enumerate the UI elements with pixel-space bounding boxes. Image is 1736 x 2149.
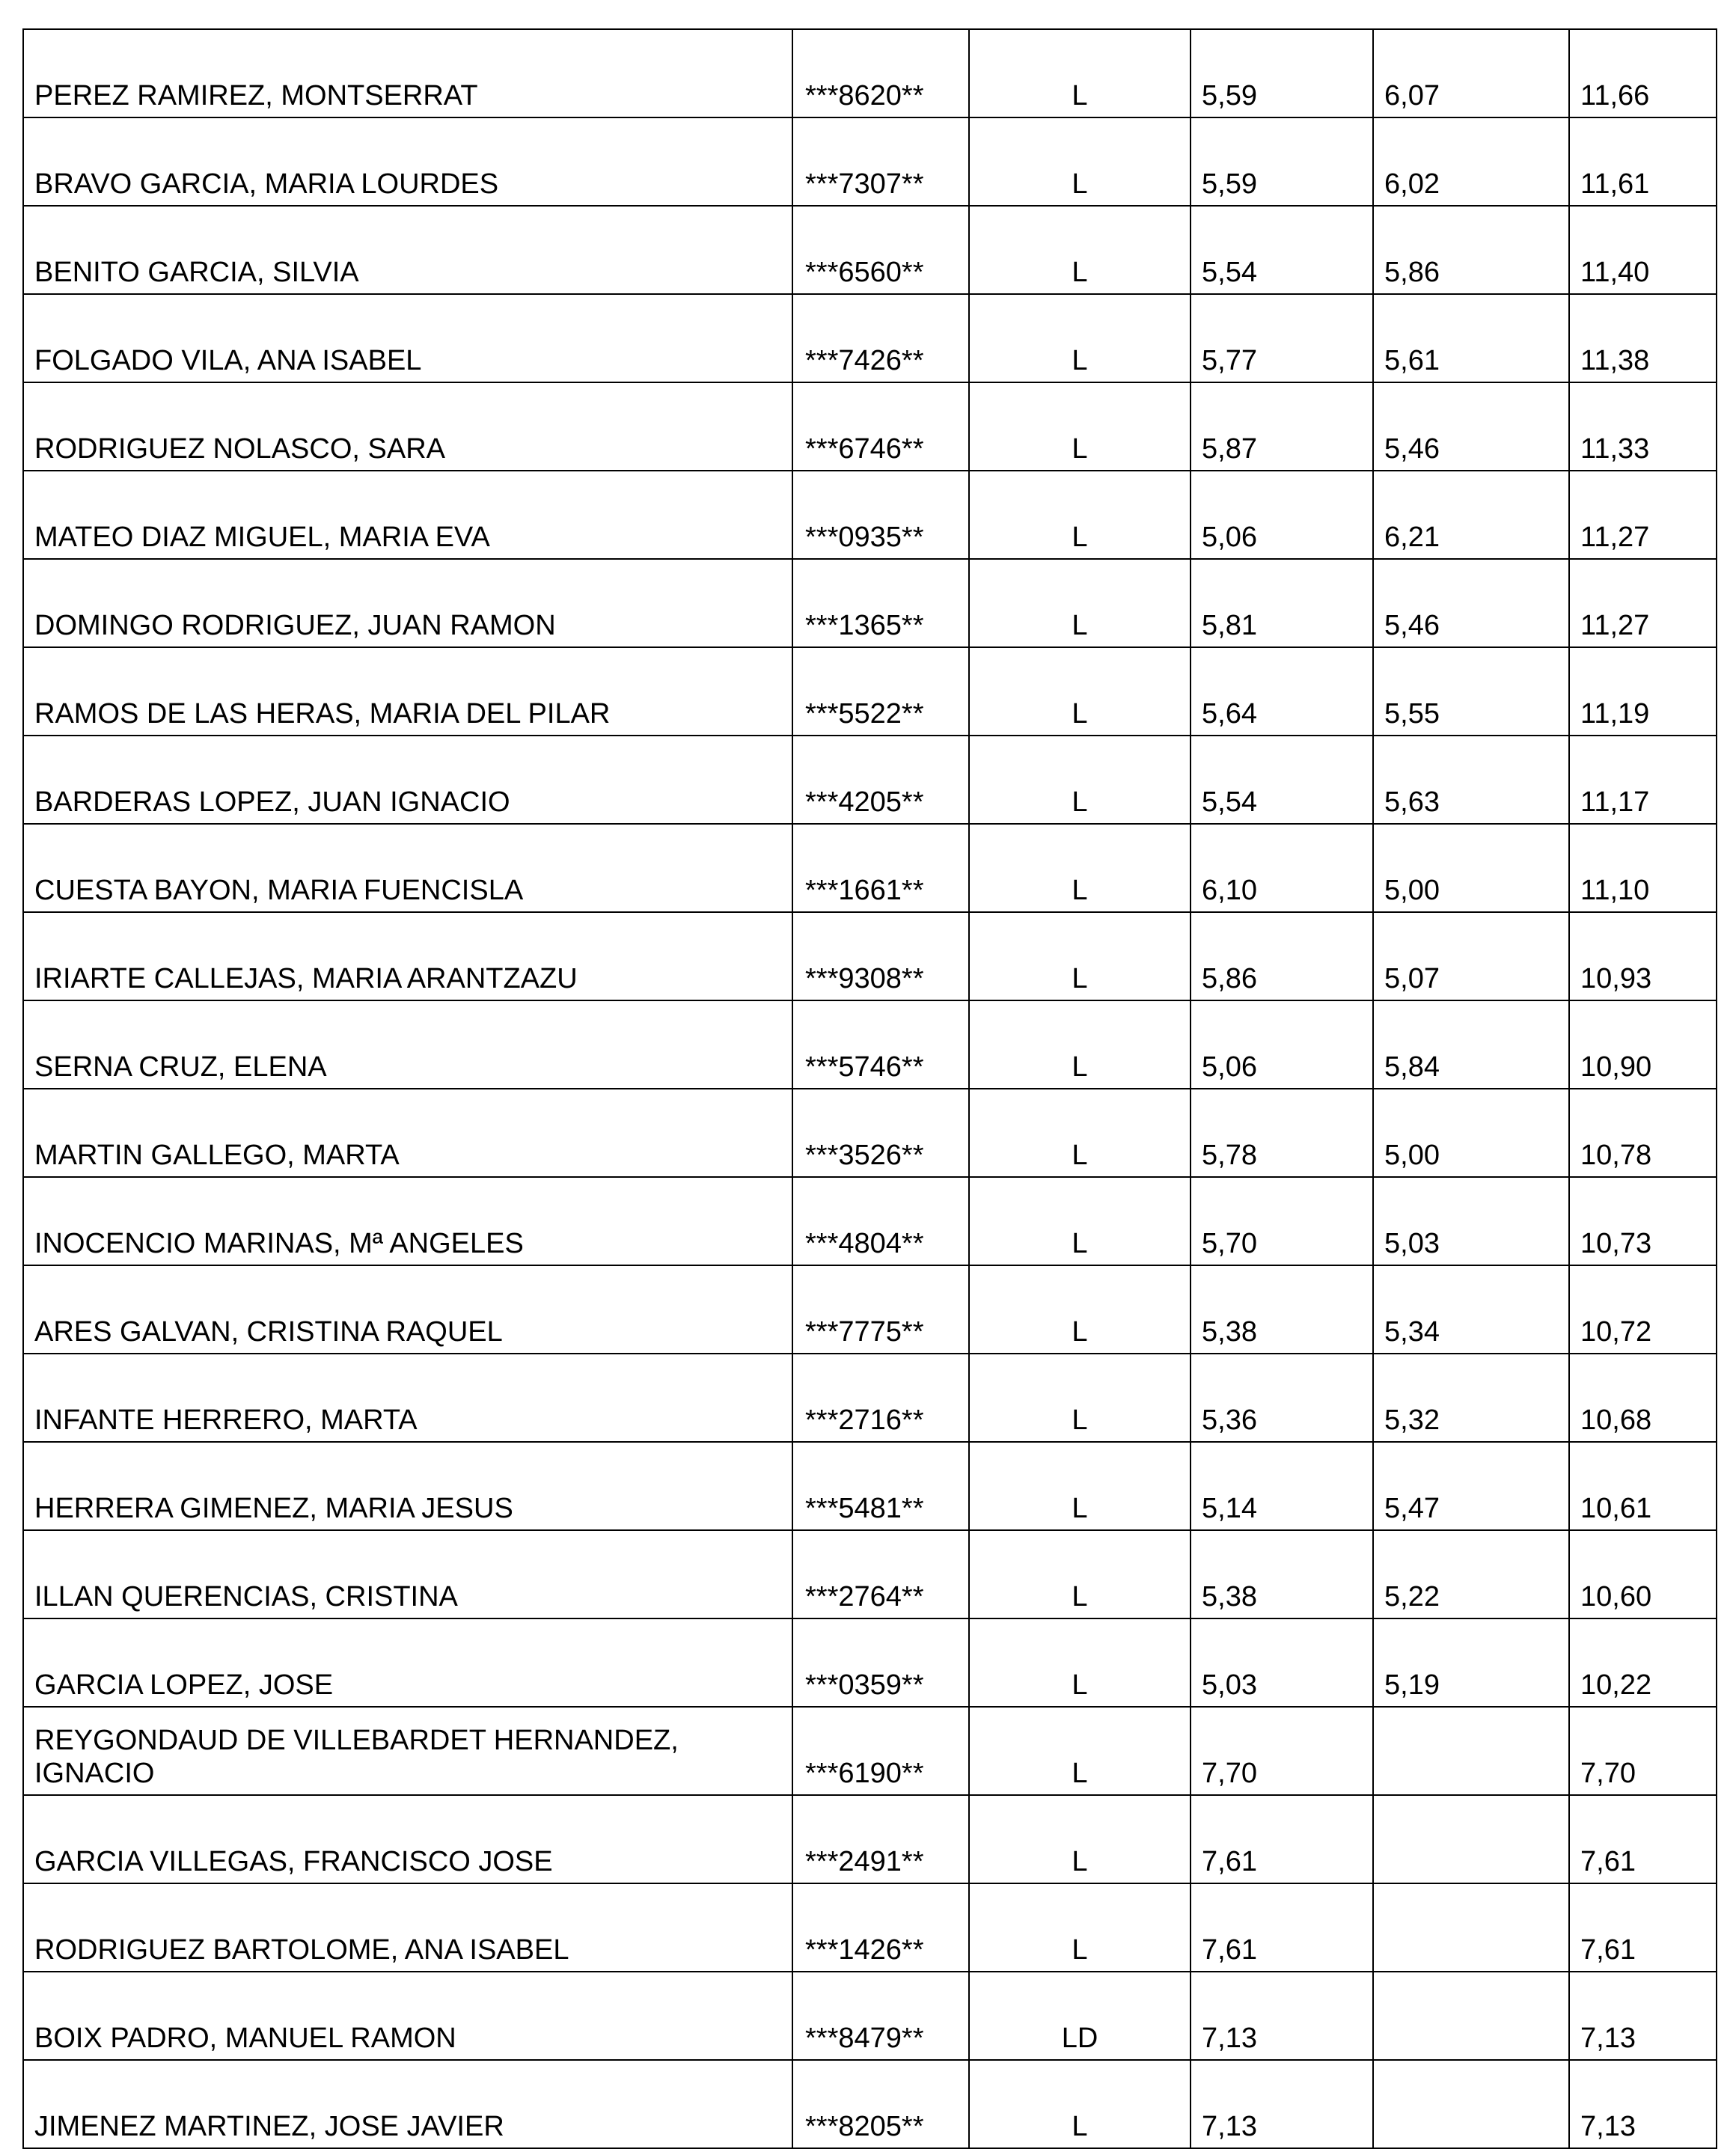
score-first: 7,61 bbox=[1191, 1883, 1373, 1972]
candidate-id: ***2764** bbox=[792, 1530, 969, 1618]
score-first: 7,61 bbox=[1191, 1795, 1373, 1883]
access-type: L bbox=[969, 1707, 1191, 1795]
access-type: L bbox=[969, 1265, 1191, 1354]
candidate-id: ***8205** bbox=[792, 2060, 969, 2148]
access-type: L bbox=[969, 559, 1191, 647]
candidate-id: ***6190** bbox=[792, 1707, 969, 1795]
score-first: 5,38 bbox=[1191, 1265, 1373, 1354]
table-row bbox=[23, 29, 1717, 117]
score-total: 7,61 bbox=[1569, 1883, 1717, 1972]
score-total: 7,13 bbox=[1569, 2060, 1717, 2148]
candidate-id: ***1661** bbox=[792, 824, 969, 912]
score-second: 5,84 bbox=[1373, 1000, 1569, 1089]
access-type: L bbox=[969, 1618, 1191, 1707]
candidate-id: ***1426** bbox=[792, 1883, 969, 1972]
table-row bbox=[23, 912, 1717, 1000]
candidate-id: ***1365** bbox=[792, 559, 969, 647]
candidate-id: ***9308** bbox=[792, 912, 969, 1000]
score-first: 5,59 bbox=[1191, 117, 1373, 206]
score-first: 7,70 bbox=[1191, 1707, 1373, 1795]
score-second: 6,02 bbox=[1373, 117, 1569, 206]
candidate-name: SERNA CRUZ, ELENA bbox=[23, 1000, 792, 1089]
candidate-id: ***0359** bbox=[792, 1618, 969, 1707]
score-total: 10,78 bbox=[1569, 1089, 1717, 1177]
score-total: 11,19 bbox=[1569, 647, 1717, 736]
table-row bbox=[23, 471, 1717, 559]
table-row bbox=[23, 1089, 1717, 1177]
score-first: 5,36 bbox=[1191, 1354, 1373, 1442]
score-second: 5,63 bbox=[1373, 736, 1569, 824]
candidate-id: ***7775** bbox=[792, 1265, 969, 1354]
score-second: 5,00 bbox=[1373, 1089, 1569, 1177]
candidate-id: ***5746** bbox=[792, 1000, 969, 1089]
score-total: 10,61 bbox=[1569, 1442, 1717, 1530]
access-type: L bbox=[969, 1442, 1191, 1530]
candidate-id: ***7426** bbox=[792, 294, 969, 382]
score-first: 5,14 bbox=[1191, 1442, 1373, 1530]
candidate-name: BENITO GARCIA, SILVIA bbox=[23, 206, 792, 294]
access-type: L bbox=[969, 471, 1191, 559]
candidate-name: FOLGADO VILA, ANA ISABEL bbox=[23, 294, 792, 382]
score-first: 5,86 bbox=[1191, 912, 1373, 1000]
score-total: 10,22 bbox=[1569, 1618, 1717, 1707]
candidate-id: ***6560** bbox=[792, 206, 969, 294]
score-second: 5,55 bbox=[1373, 647, 1569, 736]
access-type: L bbox=[969, 1530, 1191, 1618]
access-type: L bbox=[969, 824, 1191, 912]
table-row bbox=[23, 1530, 1717, 1618]
score-second: 5,22 bbox=[1373, 1530, 1569, 1618]
access-type: L bbox=[969, 736, 1191, 824]
score-total: 10,60 bbox=[1569, 1530, 1717, 1618]
candidate-id: ***4205** bbox=[792, 736, 969, 824]
score-total: 7,70 bbox=[1569, 1707, 1717, 1795]
table-row bbox=[23, 1177, 1717, 1265]
candidate-id: ***8479** bbox=[792, 1972, 969, 2060]
table-row bbox=[23, 1000, 1717, 1089]
access-type: L bbox=[969, 294, 1191, 382]
score-total: 10,72 bbox=[1569, 1265, 1717, 1354]
score-first: 5,87 bbox=[1191, 382, 1373, 471]
score-second: 5,46 bbox=[1373, 382, 1569, 471]
score-second: 5,19 bbox=[1373, 1618, 1569, 1707]
score-second: 5,61 bbox=[1373, 294, 1569, 382]
candidate-id: ***2491** bbox=[792, 1795, 969, 1883]
access-type: L bbox=[969, 1795, 1191, 1883]
table-row bbox=[23, 1442, 1717, 1530]
table-row bbox=[23, 2060, 1717, 2148]
table-row bbox=[23, 1972, 1717, 2060]
candidate-id: ***5522** bbox=[792, 647, 969, 736]
access-type: L bbox=[969, 1177, 1191, 1265]
score-second bbox=[1373, 1707, 1569, 1795]
score-total: 11,33 bbox=[1569, 382, 1717, 471]
candidate-id: ***4804** bbox=[792, 1177, 969, 1265]
access-type: L bbox=[969, 206, 1191, 294]
candidate-name: GARCIA LOPEZ, JOSE bbox=[23, 1618, 792, 1707]
score-total: 11,17 bbox=[1569, 736, 1717, 824]
table-row bbox=[23, 1354, 1717, 1442]
score-total: 10,73 bbox=[1569, 1177, 1717, 1265]
score-total: 11,10 bbox=[1569, 824, 1717, 912]
table-row bbox=[23, 647, 1717, 736]
score-second: 5,47 bbox=[1373, 1442, 1569, 1530]
access-type: L bbox=[969, 1354, 1191, 1442]
candidate-id: ***6746** bbox=[792, 382, 969, 471]
access-type: L bbox=[969, 1883, 1191, 1972]
candidate-name: INFANTE HERRERO, MARTA bbox=[23, 1354, 792, 1442]
candidate-name: ARES GALVAN, CRISTINA RAQUEL bbox=[23, 1265, 792, 1354]
access-type: L bbox=[969, 29, 1191, 117]
candidate-name: HERRERA GIMENEZ, MARIA JESUS bbox=[23, 1442, 792, 1530]
candidate-name: JIMENEZ MARTINEZ, JOSE JAVIER bbox=[23, 2060, 792, 2148]
table-row bbox=[23, 1795, 1717, 1883]
score-second: 5,32 bbox=[1373, 1354, 1569, 1442]
score-first: 6,10 bbox=[1191, 824, 1373, 912]
table-row bbox=[23, 1618, 1717, 1707]
results-table-body bbox=[23, 29, 1717, 2148]
table-row bbox=[23, 1265, 1717, 1354]
score-first: 5,64 bbox=[1191, 647, 1373, 736]
score-total: 11,27 bbox=[1569, 471, 1717, 559]
candidate-name: REYGONDAUD DE VILLEBARDET HERNANDEZ, IGNACIO bbox=[23, 1707, 792, 1795]
access-type: L bbox=[969, 647, 1191, 736]
table-row bbox=[23, 294, 1717, 382]
access-type: L bbox=[969, 1089, 1191, 1177]
candidate-name: RAMOS DE LAS HERAS, MARIA DEL PILAR bbox=[23, 647, 792, 736]
candidate-id: ***0935** bbox=[792, 471, 969, 559]
results-table bbox=[22, 28, 1717, 2149]
score-second: 5,07 bbox=[1373, 912, 1569, 1000]
access-type: L bbox=[969, 912, 1191, 1000]
candidate-id: ***2716** bbox=[792, 1354, 969, 1442]
candidate-name: MATEO DIAZ MIGUEL, MARIA EVA bbox=[23, 471, 792, 559]
score-first: 5,59 bbox=[1191, 29, 1373, 117]
candidate-name: GARCIA VILLEGAS, FRANCISCO JOSE bbox=[23, 1795, 792, 1883]
score-first: 5,54 bbox=[1191, 736, 1373, 824]
table-row bbox=[23, 1883, 1717, 1972]
score-second: 6,07 bbox=[1373, 29, 1569, 117]
score-first: 7,13 bbox=[1191, 2060, 1373, 2148]
score-second bbox=[1373, 1795, 1569, 1883]
score-total: 11,40 bbox=[1569, 206, 1717, 294]
score-total: 11,38 bbox=[1569, 294, 1717, 382]
score-second bbox=[1373, 1972, 1569, 2060]
score-second: 5,46 bbox=[1373, 559, 1569, 647]
score-total: 11,66 bbox=[1569, 29, 1717, 117]
score-total: 11,27 bbox=[1569, 559, 1717, 647]
score-first: 5,78 bbox=[1191, 1089, 1373, 1177]
score-total: 10,93 bbox=[1569, 912, 1717, 1000]
score-first: 5,70 bbox=[1191, 1177, 1373, 1265]
candidate-id: ***8620** bbox=[792, 29, 969, 117]
score-total: 10,68 bbox=[1569, 1354, 1717, 1442]
score-total: 7,13 bbox=[1569, 1972, 1717, 2060]
score-second: 5,03 bbox=[1373, 1177, 1569, 1265]
score-first: 5,54 bbox=[1191, 206, 1373, 294]
candidate-name: ILLAN QUERENCIAS, CRISTINA bbox=[23, 1530, 792, 1618]
score-second bbox=[1373, 2060, 1569, 2148]
candidate-id: ***3526** bbox=[792, 1089, 969, 1177]
access-type: L bbox=[969, 1000, 1191, 1089]
score-first: 5,06 bbox=[1191, 471, 1373, 559]
score-second: 5,86 bbox=[1373, 206, 1569, 294]
table-row bbox=[23, 559, 1717, 647]
candidate-name: CUESTA BAYON, MARIA FUENCISLA bbox=[23, 824, 792, 912]
candidate-name: PEREZ RAMIREZ, MONTSERRAT bbox=[23, 29, 792, 117]
score-second: 5,34 bbox=[1373, 1265, 1569, 1354]
score-first: 5,77 bbox=[1191, 294, 1373, 382]
candidate-name: BRAVO GARCIA, MARIA LOURDES bbox=[23, 117, 792, 206]
score-first: 5,38 bbox=[1191, 1530, 1373, 1618]
score-first: 7,13 bbox=[1191, 1972, 1373, 2060]
access-type: L bbox=[969, 117, 1191, 206]
score-first: 5,06 bbox=[1191, 1000, 1373, 1089]
candidate-name: MARTIN GALLEGO, MARTA bbox=[23, 1089, 792, 1177]
score-first: 5,03 bbox=[1191, 1618, 1373, 1707]
score-first: 5,81 bbox=[1191, 559, 1373, 647]
access-type: L bbox=[969, 2060, 1191, 2148]
table-row bbox=[23, 824, 1717, 912]
candidate-name: RODRIGUEZ NOLASCO, SARA bbox=[23, 382, 792, 471]
candidate-name: INOCENCIO MARINAS, Mª ANGELES bbox=[23, 1177, 792, 1265]
candidate-id: ***5481** bbox=[792, 1442, 969, 1530]
table-row bbox=[23, 206, 1717, 294]
table-row bbox=[23, 1707, 1717, 1795]
candidate-name: IRIARTE CALLEJAS, MARIA ARANTZAZU bbox=[23, 912, 792, 1000]
score-total: 10,90 bbox=[1569, 1000, 1717, 1089]
table-row bbox=[23, 117, 1717, 206]
candidate-name: RODRIGUEZ BARTOLOME, ANA ISABEL bbox=[23, 1883, 792, 1972]
access-type: L bbox=[969, 382, 1191, 471]
table-row bbox=[23, 736, 1717, 824]
candidate-id: ***7307** bbox=[792, 117, 969, 206]
candidate-name: DOMINGO RODRIGUEZ, JUAN RAMON bbox=[23, 559, 792, 647]
candidate-name: BARDERAS LOPEZ, JUAN IGNACIO bbox=[23, 736, 792, 824]
score-second bbox=[1373, 1883, 1569, 1972]
score-second: 5,00 bbox=[1373, 824, 1569, 912]
score-total: 11,61 bbox=[1569, 117, 1717, 206]
candidate-name: BOIX PADRO, MANUEL RAMON bbox=[23, 1972, 792, 2060]
score-second: 6,21 bbox=[1373, 471, 1569, 559]
table-row bbox=[23, 382, 1717, 471]
access-type: LD bbox=[969, 1972, 1191, 2060]
score-total: 7,61 bbox=[1569, 1795, 1717, 1883]
